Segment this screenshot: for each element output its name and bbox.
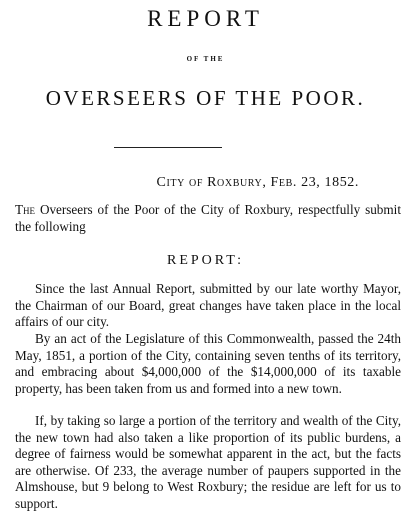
divider-rule [114,147,222,148]
report-title: REPORT [147,6,264,31]
title-connector: OF THE [186,55,225,63]
intro-text: Overseers of the Poor of the City of Roxbury, respectfully submit the following [15,202,401,234]
report-subtitle: OVERSEERS OF THE POOR. [45,86,366,110]
paragraph-3: If, by taking so large a portion of the territory and wealth of the City, the new town had also taken a like proportion of its public burdens, a degree of fairness would be somewhat apparent in the act, but the facts are otherwise. Of 233, the average number of paupers supported in the Almshouse, but 9 belong to West Roxbury; the residue are left for us to support. [15,413,401,511]
paragraph-1: Since the last Annual Report, submitted by our late worthy Mayor, the Chairman of our Board, great changes have taken place in the local affairs of our city. [15,281,401,330]
intro-paragraph [15,202,401,235]
intro-lead: The [15,202,36,217]
section-heading: REPORT: [166,253,245,268]
paragraph-2: By an act of the Legislature of this Commonwealth, passed the 24th May, 1851, a portion of the City, containing seven tenths of its territory, and embracing about $4,000,000 of the $14,000,000 of its taxable property, has been taken from us and formed into a new town. [15,331,401,396]
dateline: City of Roxbury, Feb. 23, 1852. [156,175,359,190]
